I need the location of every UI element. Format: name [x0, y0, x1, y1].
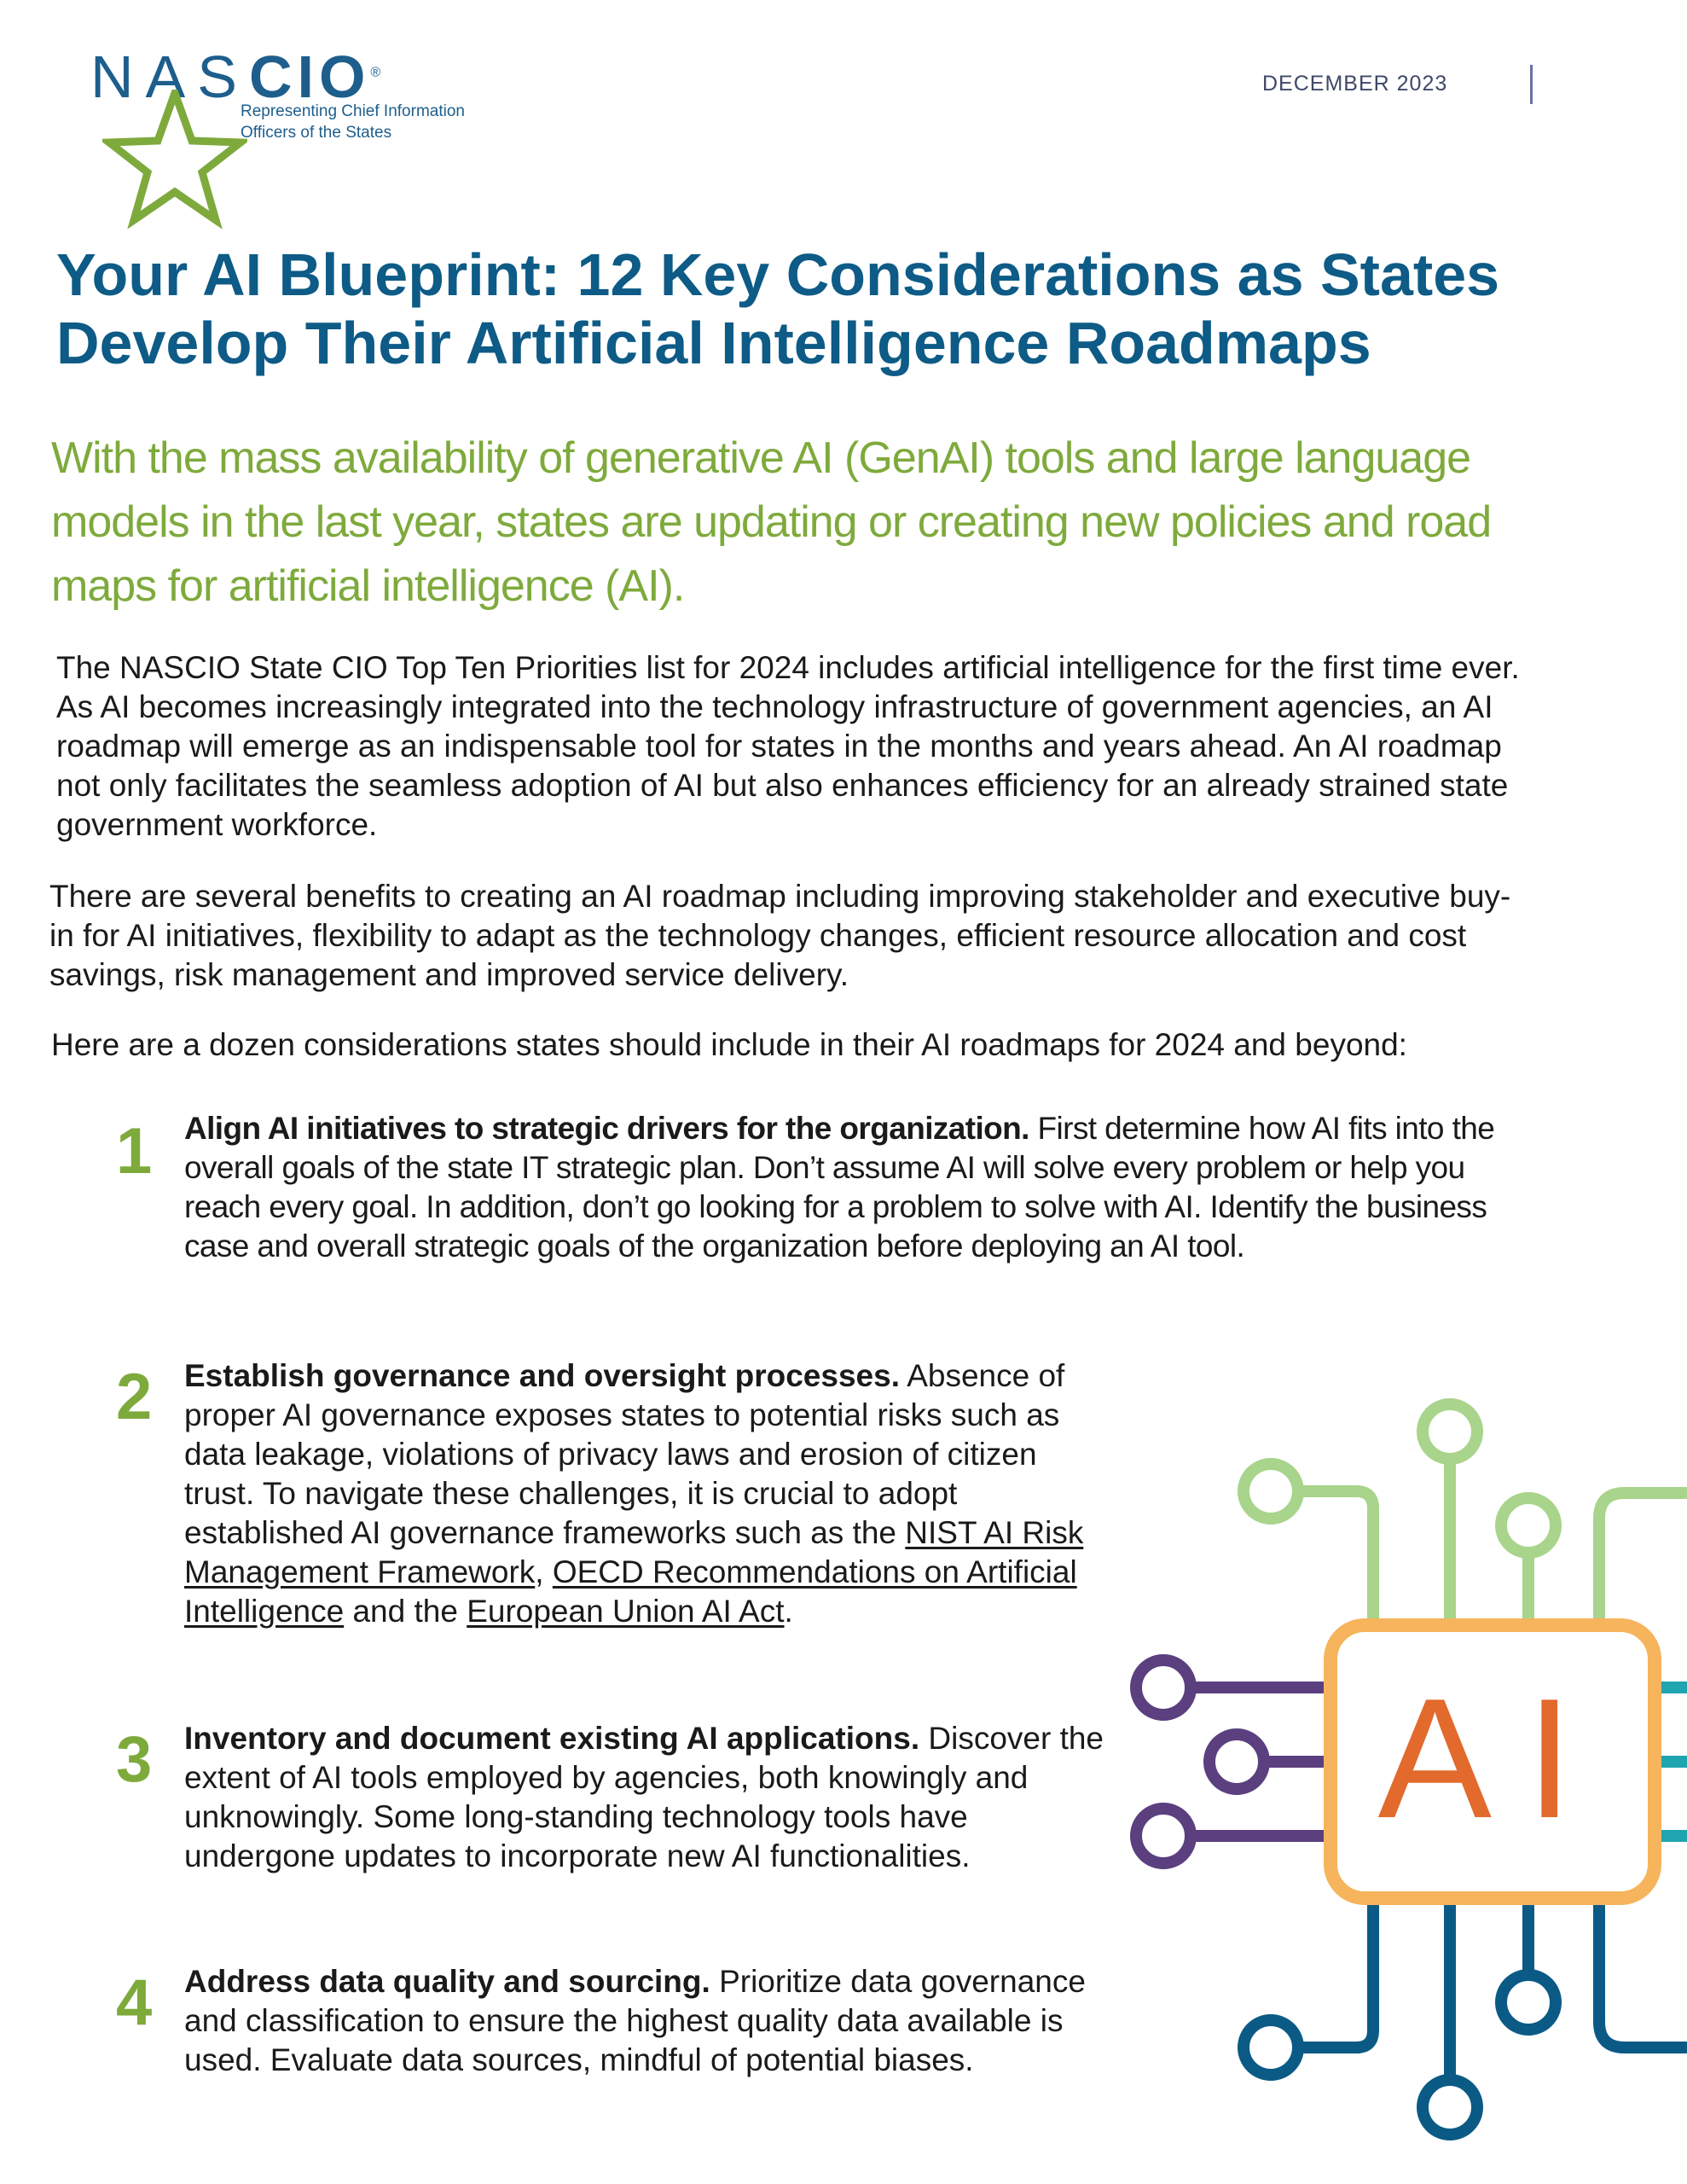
item-number: 1: [116, 1115, 153, 1188]
date-divider: [1530, 65, 1533, 104]
item-number: 3: [116, 1723, 153, 1796]
publication-date: DECEMBER 2023: [1262, 72, 1448, 96]
star-icon: [102, 90, 247, 230]
logo-trademark: ®: [370, 65, 381, 80]
nascio-logo: [85, 44, 478, 192]
intro-paragraph-2: There are several benefits to creating an AI roadmap including improving stakeholder and executive buy-in for AI initiatives, flexibility to adapt as the technology changes, efficient resource allocation and cost savings, risk management and improved service delivery.: [49, 879, 1511, 992]
link-separator-2: and the: [344, 1594, 467, 1629]
logo-word-bold: CIO: [248, 44, 371, 110]
item-text: [184, 1719, 1105, 1876]
ai-chip-illustration: [1109, 1365, 1687, 2150]
oecd-recommendations-link[interactable]: OECD Recommendations on Artificial Intelligence: [184, 1554, 1077, 1629]
logo-word-light: NAS: [90, 44, 249, 110]
item-body: Absence of proper AI governance exposes states to potential risks such as data leakage, violations of privacy laws and erosion of citizen trust. To navigate these challenges, it is crucial to adopt established AI governance frameworks such as the: [184, 1358, 1065, 1550]
eu-ai-act-link[interactable]: European Union AI Act: [467, 1594, 785, 1629]
item-end: .: [784, 1594, 793, 1629]
top-circuit-traces: [1244, 1404, 1687, 1621]
item-text: [184, 1356, 1088, 1631]
ai-chip-label: AI: [1377, 1664, 1608, 1854]
page-subtitle: With the mass availability of generative AI (GenAI) tools and large language models in the last year, states are updating or creating new policies and road maps for artificial intelligence (AI).: [51, 433, 1492, 611]
intro-paragraph-1: The NASCIO State CIO Top Ten Priorities list for 2024 includes artificial intelligence for the first time ever. As AI becomes increasingly integrated into the technology infrastructure of government agencies, an AI roadmap will emerge as an indispensable tool for states in the months and years ahead. An AI roadmap not only facilitates the seamless adoption of AI but also enhances efficiency for an already strained state government workforce.: [56, 650, 1520, 842]
item-text: [184, 1109, 1515, 1266]
item-heading: Establish governance and oversight processes.: [184, 1358, 900, 1393]
intro-paragraph-3: Here are a dozen considerations states should include in their AI roadmaps for 2024 and beyond:: [51, 1027, 1407, 1062]
item-body: First determine how AI fits into the overall goals of the state IT strategic plan. Don’t assume AI will solve every problem or help you reach every goal. In addition, don’t go looking for a problem to solve with AI. Identify the business case and overall strategic goals of the organization before deploying an AI tool.: [184, 1111, 1495, 1263]
item-body: Prioritize data governance and classification to ensure the highest quality data available is used. Evaluate data sources, mindful of potential biases.: [184, 1964, 1086, 2077]
item-heading: Inventory and document existing AI applications.: [184, 1721, 920, 1756]
item-number: 2: [116, 1361, 153, 1433]
bottom-circuit-traces: [1244, 1902, 1687, 2135]
logo-tagline-line2: Officers of the States: [241, 124, 392, 142]
logo-tagline-line1: Representing Chief Information: [241, 102, 465, 120]
item-number: 4: [116, 1966, 153, 2039]
page-title: Your AI Blueprint: 12 Key Considerations as States Develop Their Artificial Intelligence Roadmaps: [56, 241, 1500, 376]
nist-framework-link[interactable]: NIST AI Risk Management Framework: [184, 1515, 1084, 1589]
left-circuit-traces: [1136, 1660, 1330, 1863]
item-heading: Align AI initiatives to strategic drivers for the organization.: [184, 1111, 1029, 1146]
item-body: Discover the extent of AI tools employed by agencies, both knowingly and unknowingly. Some long-standing technology tools have undergone updates to incorporate new AI functionalities.: [184, 1721, 1104, 1873]
link-separator-1: ,: [535, 1554, 553, 1589]
item-heading: Address data quality and sourcing.: [184, 1964, 710, 1999]
item-text: [184, 1962, 1105, 2080]
